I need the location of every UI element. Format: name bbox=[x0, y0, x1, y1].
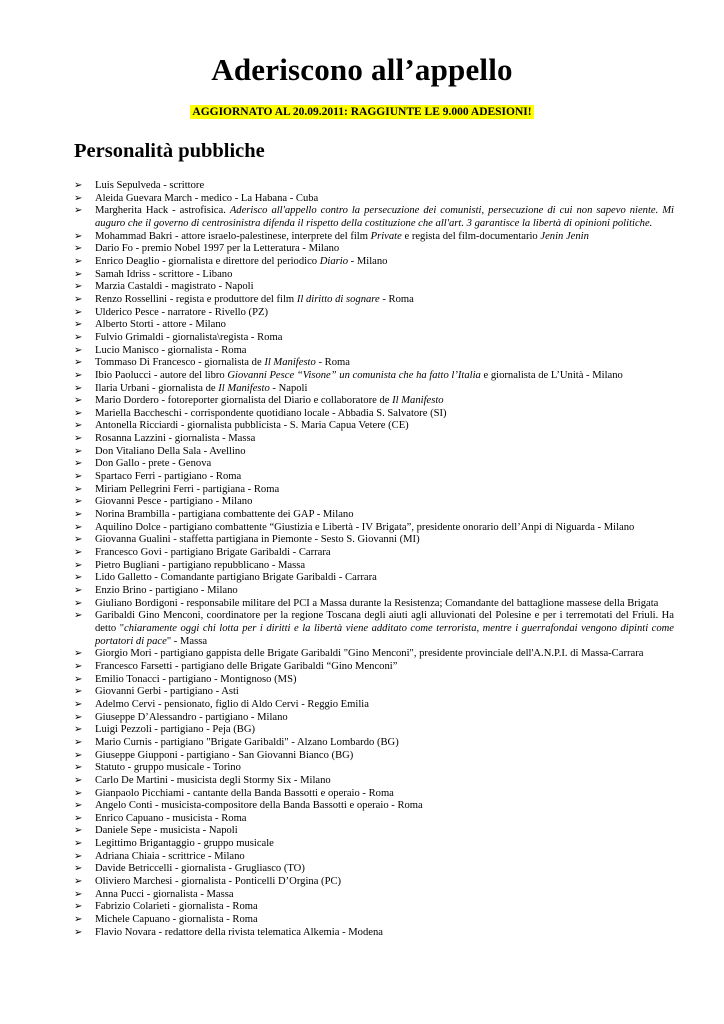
list-item bbox=[74, 294, 674, 307]
list-item bbox=[74, 813, 674, 826]
list-item-text: Mario Curnis - partigiano "Brigate Garibaldi" - Alzano Lombardo (BG) bbox=[95, 736, 399, 748]
arrowhead-bullet-icon: ➢ bbox=[74, 547, 83, 559]
list-item bbox=[74, 243, 674, 256]
arrowhead-bullet-icon: ➢ bbox=[74, 686, 83, 698]
list-item-text: Francesco Farsetti - partigiano delle Brigate Garibaldi “Gino Menconi” bbox=[95, 660, 398, 672]
list-item-text: Mariella Baccheschi - corrispondente quotidiano locale - Abbadia S. Salvatore (SI) bbox=[95, 407, 447, 419]
arrowhead-bullet-icon: ➢ bbox=[74, 205, 83, 217]
section-title: Personalità pubbliche bbox=[74, 140, 265, 162]
arrowhead-bullet-icon: ➢ bbox=[74, 357, 83, 369]
list-item-text: Anna Pucci - giornalista - Massa bbox=[95, 888, 234, 900]
arrowhead-bullet-icon: ➢ bbox=[74, 749, 83, 761]
list-item bbox=[74, 598, 674, 611]
list-item bbox=[74, 610, 674, 648]
arrowhead-bullet-icon: ➢ bbox=[74, 711, 83, 723]
list-item bbox=[74, 927, 674, 940]
list-item-italic-text: chiaramente oggi chi lotta per i diritti e la libertà viene additato come terrorista, mentre i guerrafondai vengono dipinti come portatori di pace bbox=[95, 622, 675, 647]
list-item-text: Giovanni Gerbi - partigiano - Asti bbox=[95, 686, 239, 698]
list-item bbox=[74, 788, 674, 801]
list-item bbox=[74, 674, 674, 687]
arrowhead-bullet-icon: ➢ bbox=[74, 281, 83, 293]
arrowhead-bullet-icon: ➢ bbox=[74, 483, 83, 495]
list-item bbox=[74, 319, 674, 332]
arrowhead-bullet-icon: ➢ bbox=[74, 901, 83, 913]
arrowhead-bullet-icon: ➢ bbox=[74, 698, 83, 710]
list-item-text: Marzia Castaldi - magistrato - Napoli bbox=[95, 281, 254, 293]
list-item-text: Ibio Paolucci - autore del libro bbox=[95, 369, 228, 381]
list-item-text: - Roma bbox=[379, 293, 414, 305]
list-item bbox=[74, 863, 674, 876]
list-item-text: Adriana Chiaia - scrittrice - Milano bbox=[95, 850, 245, 862]
list-item-text: Pietro Bugliani - partigiano repubblicano - Massa bbox=[95, 559, 306, 571]
arrowhead-bullet-icon: ➢ bbox=[74, 597, 83, 609]
list-item bbox=[74, 256, 674, 269]
arrowhead-bullet-icon: ➢ bbox=[74, 293, 83, 305]
list-item bbox=[74, 750, 674, 763]
list-item-text: Spartaco Ferri - partigiano - Roma bbox=[95, 471, 242, 483]
list-item bbox=[74, 825, 674, 838]
arrowhead-bullet-icon: ➢ bbox=[74, 673, 83, 685]
list-item-italic-text: Il Manifesto bbox=[264, 357, 316, 369]
list-item bbox=[74, 332, 674, 345]
list-item bbox=[74, 724, 674, 737]
arrowhead-bullet-icon: ➢ bbox=[74, 509, 83, 521]
list-item bbox=[74, 901, 674, 914]
list-item bbox=[74, 686, 674, 699]
list-item bbox=[74, 522, 674, 535]
arrowhead-bullet-icon: ➢ bbox=[74, 559, 83, 571]
list-item bbox=[74, 838, 674, 851]
list-item-text: Luis Sepulveda - scrittore bbox=[95, 180, 205, 191]
update-notice bbox=[0, 102, 724, 120]
list-item bbox=[74, 560, 674, 573]
list-item bbox=[74, 458, 674, 471]
arrowhead-bullet-icon: ➢ bbox=[74, 407, 83, 419]
list-item-text: Fulvio Grimaldi - giornalista\regista - Roma bbox=[95, 331, 283, 343]
list-item-italic-text: Il diritto di sognare bbox=[296, 293, 380, 305]
list-item-text: e giornalista de L’Unità - Milano bbox=[480, 369, 623, 381]
arrowhead-bullet-icon: ➢ bbox=[74, 369, 83, 381]
arrowhead-bullet-icon: ➢ bbox=[74, 534, 83, 546]
list-item-text: Mario Dordero - fotoreporter giornalista del Diario e collaboratore de bbox=[95, 395, 393, 407]
list-item-text: Carlo De Martini - musicista degli Stormy Six - Milano bbox=[95, 774, 331, 786]
list-item-text: Fabrizio Colarieti - giornalista - Roma bbox=[95, 901, 258, 913]
arrowhead-bullet-icon: ➢ bbox=[74, 648, 83, 660]
list-item-italic-text: Il Manifesto bbox=[392, 395, 444, 407]
list-item-text: Tommaso Di Francesco - giornalista de bbox=[95, 357, 265, 369]
list-item bbox=[74, 585, 674, 598]
list-item-text: Ilaria Urbani - giornalista de bbox=[95, 382, 219, 394]
arrowhead-bullet-icon: ➢ bbox=[74, 610, 83, 622]
arrowhead-bullet-icon: ➢ bbox=[74, 762, 83, 774]
list-item-italic-text: Jenin Jenin bbox=[540, 230, 589, 242]
arrowhead-bullet-icon: ➢ bbox=[74, 255, 83, 267]
list-item bbox=[74, 231, 674, 244]
list-item-text: Giuliano Bordigoni - responsabile militare del PCI a Massa durante la Resistenza; Comandante del battaglione massese della Brigata bbox=[95, 597, 659, 609]
list-item bbox=[74, 408, 674, 421]
list-item-text: e regista del film-documentario bbox=[401, 230, 541, 242]
arrowhead-bullet-icon: ➢ bbox=[74, 926, 83, 938]
list-item-text: Renzo Rossellini - regista e produttore del film bbox=[95, 293, 297, 305]
list-item-text: Davide Betriccelli - giornalista - Grugliasco (TO) bbox=[95, 863, 305, 875]
list-item bbox=[74, 420, 674, 433]
arrowhead-bullet-icon: ➢ bbox=[74, 331, 83, 343]
list-item-text: Enrico Deaglio - giornalista e direttore del periodico bbox=[95, 255, 320, 267]
list-item bbox=[74, 205, 674, 230]
list-item bbox=[74, 357, 674, 370]
arrowhead-bullet-icon: ➢ bbox=[74, 192, 83, 204]
list-item-text: Lido Galletto - Comandante partigiano Brigate Garibaldi - Carrara bbox=[95, 572, 377, 584]
list-item-italic-text: Il Manifesto bbox=[218, 382, 270, 394]
list-item bbox=[74, 737, 674, 750]
list-item-text: Francesco Govi - partigiano Brigate Garibaldi - Carrara bbox=[95, 547, 331, 559]
arrowhead-bullet-icon: ➢ bbox=[74, 787, 83, 799]
list-item bbox=[74, 851, 674, 864]
list-item-italic-text: Giovanni Pesce “Visone” un comunista che ha fatto l’Italia bbox=[227, 369, 481, 381]
list-item-text: Giuseppe Giupponi - partigiano - San Giovanni Bianco (BG) bbox=[95, 749, 354, 761]
arrowhead-bullet-icon: ➢ bbox=[74, 914, 83, 926]
list-item bbox=[74, 281, 674, 294]
list-item bbox=[74, 307, 674, 320]
arrowhead-bullet-icon: ➢ bbox=[74, 572, 83, 584]
list-item-text: Ulderico Pesce - narratore - Rivello (PZ) bbox=[95, 306, 268, 318]
list-item-text: Norina Brambilla - partigiana combattente dei GAP - Milano bbox=[95, 509, 354, 521]
list-item bbox=[74, 383, 674, 396]
list-item-italic-text: Aderisco all'appello contro la persecuzione dei comunisti, persecuzione di cui non sapevo niente. Mi auguro che il governo di centrosinistra difenda il rispetto della costituzione che all'art. 3 garantisce la libertà di opinioni politiche. bbox=[95, 205, 674, 229]
list-item bbox=[74, 775, 674, 788]
list-item-text: Samah Idriss - scrittore - Libano bbox=[95, 268, 233, 280]
list-item bbox=[74, 800, 674, 813]
arrowhead-bullet-icon: ➢ bbox=[74, 660, 83, 672]
list-item-text: Garibaldi Gino Menconi, coordinatore per la regione Toscana degli aiuti agli alluvionati del Polesine e per i terremotati del Friuli. Ha detto " bbox=[95, 610, 674, 634]
list-item-text: Don Vitaliano Della Sala - Avellino bbox=[95, 445, 246, 457]
arrowhead-bullet-icon: ➢ bbox=[74, 230, 83, 242]
list-item-text: Giovanna Gualini - staffetta partigiana in Piemonte - Sesto S. Giovanni (MI) bbox=[95, 534, 420, 546]
list-item bbox=[74, 572, 674, 585]
list-item-text: Aleida Guevara March - medico - La Habana - Cuba bbox=[95, 192, 319, 204]
list-item-text: Giorgio Mori - partigiano gappista delle Brigate Garibaldi "Gino Menconi", presidente provinciale dell'A.N.P.I. di Massa-Carrara bbox=[95, 648, 644, 660]
arrowhead-bullet-icon: ➢ bbox=[74, 521, 83, 533]
list-item bbox=[74, 712, 674, 725]
list-item-italic-text: Diario bbox=[319, 255, 349, 267]
arrowhead-bullet-icon: ➢ bbox=[74, 800, 83, 812]
list-item-text: - Milano bbox=[348, 255, 388, 267]
arrowhead-bullet-icon: ➢ bbox=[74, 496, 83, 508]
arrowhead-bullet-icon: ➢ bbox=[74, 825, 83, 837]
list-item bbox=[74, 433, 674, 446]
list-item bbox=[74, 876, 674, 889]
list-item bbox=[74, 446, 674, 459]
arrowhead-bullet-icon: ➢ bbox=[74, 850, 83, 862]
list-item-text: Mohammad Bakri - attore israelo-palestinese, interprete del film bbox=[95, 230, 371, 242]
list-item-text: Alberto Storti - attore - Milano bbox=[95, 319, 226, 331]
list-item-text: Don Gallo - prete - Genova bbox=[95, 458, 212, 470]
arrowhead-bullet-icon: ➢ bbox=[74, 306, 83, 318]
list-item-text: Enrico Capuano - musicista - Roma bbox=[95, 812, 247, 824]
list-item bbox=[74, 193, 674, 206]
list-item-text: Daniele Sepe - musicista - Napoli bbox=[95, 825, 238, 837]
list-item bbox=[74, 699, 674, 712]
arrowhead-bullet-icon: ➢ bbox=[74, 180, 83, 191]
arrowhead-bullet-icon: ➢ bbox=[74, 812, 83, 824]
list-item bbox=[74, 914, 674, 927]
arrowhead-bullet-icon: ➢ bbox=[74, 382, 83, 394]
list-item bbox=[74, 889, 674, 902]
arrowhead-bullet-icon: ➢ bbox=[74, 585, 83, 596]
arrowhead-bullet-icon: ➢ bbox=[74, 243, 83, 255]
list-item bbox=[74, 648, 674, 661]
list-item-text: Oliviero Marchesi - giornalista - Ponticelli D’Orgina (PC) bbox=[95, 876, 342, 888]
list-item bbox=[74, 395, 674, 408]
arrowhead-bullet-icon: ➢ bbox=[74, 888, 83, 900]
list-item bbox=[74, 345, 674, 358]
list-item bbox=[74, 661, 674, 674]
list-item-text: Legittimo Brigantaggio - gruppo musicale bbox=[95, 838, 274, 850]
list-item-text: Margherita Hack - astrofisica. bbox=[95, 205, 230, 217]
list-item-text: Dario Fo - premio Nobel 1997 per la Letteratura - Milano bbox=[95, 243, 340, 255]
arrowhead-bullet-icon: ➢ bbox=[74, 445, 83, 457]
arrowhead-bullet-icon: ➢ bbox=[74, 724, 83, 736]
arrowhead-bullet-icon: ➢ bbox=[74, 433, 83, 445]
list-item bbox=[74, 471, 674, 484]
list-item-text: Lucio Manisco - giornalista - Roma bbox=[95, 344, 247, 356]
arrowhead-bullet-icon: ➢ bbox=[74, 420, 83, 432]
list-item-text: Giovanni Pesce - partigiano - Milano bbox=[95, 496, 253, 508]
list-item-text: Rosanna Lazzini - giornalista - Massa bbox=[95, 433, 256, 445]
page-title: Aderiscono all’appello bbox=[211, 52, 513, 87]
update-notice-text: AGGIORNATO AL 20.09.2011: RAGGIUNTE LE 9.000 ADESIONI! bbox=[192, 106, 532, 118]
list-item bbox=[74, 509, 674, 522]
list-item-text: Adelmo Cervi - pensionato, figlio di Aldo Cervi - Reggio Emilia bbox=[95, 698, 369, 710]
list-item-text: Angelo Conti - musicista-compositore della Banda Bassotti e operaio - Roma bbox=[95, 800, 423, 812]
arrowhead-bullet-icon: ➢ bbox=[74, 471, 83, 483]
list-item-text: Enzio Brino - partigiano - Milano bbox=[95, 585, 238, 596]
arrowhead-bullet-icon: ➢ bbox=[74, 268, 83, 280]
arrowhead-bullet-icon: ➢ bbox=[74, 395, 83, 407]
arrowhead-bullet-icon: ➢ bbox=[74, 838, 83, 850]
list-item bbox=[74, 180, 674, 193]
list-item-text: - Napoli bbox=[269, 382, 308, 394]
arrowhead-bullet-icon: ➢ bbox=[74, 774, 83, 786]
list-item bbox=[74, 269, 674, 282]
list-item-text: Gianpaolo Picchiami - cantante della Banda Bassotti e operaio - Roma bbox=[95, 787, 394, 799]
list-item-italic-text: Private bbox=[370, 230, 402, 242]
list-item bbox=[74, 547, 674, 560]
list-item-text: " - Massa bbox=[166, 635, 208, 647]
list-item bbox=[74, 762, 674, 775]
arrowhead-bullet-icon: ➢ bbox=[74, 458, 83, 470]
list-item-text: Emilio Tonacci - partigiano - Montignoso (MS) bbox=[95, 673, 297, 685]
list-item bbox=[74, 484, 674, 497]
list-item-text: - Roma bbox=[315, 357, 350, 369]
list-item bbox=[74, 534, 674, 547]
arrowhead-bullet-icon: ➢ bbox=[74, 876, 83, 888]
list-item-text: Miriam Pellegrini Ferri - partigiana - Roma bbox=[95, 483, 280, 495]
list-item-text: Giuseppe D’Alessandro - partigiano - Milano bbox=[95, 711, 288, 723]
arrowhead-bullet-icon: ➢ bbox=[74, 344, 83, 356]
list-item bbox=[74, 370, 674, 383]
arrowhead-bullet-icon: ➢ bbox=[74, 736, 83, 748]
arrowhead-bullet-icon: ➢ bbox=[74, 319, 83, 331]
list-item-text: Statuto - gruppo musicale - Torino bbox=[95, 762, 241, 774]
list-item-text: Antonella Ricciardi - giornalista pubblicista - S. Maria Capua Vetere (CE) bbox=[95, 420, 409, 432]
list-item bbox=[74, 496, 674, 509]
arrowhead-bullet-icon: ➢ bbox=[74, 863, 83, 875]
list-item-text: Flavio Novara - redattore della rivista telematica Alkemia - Modena bbox=[95, 926, 383, 938]
list-item-text: Michele Capuano - giornalista - Roma bbox=[95, 914, 258, 926]
list-item-text: Aquilino Dolce - partigiano combattente “Giustizia e Libertà - IV Brigata”, presidente onorario dell’Anpi di Niguarda - Milano bbox=[95, 521, 635, 533]
adherents-list bbox=[74, 180, 674, 939]
list-item-text: Luigi Pezzoli - partigiano - Peja (BG) bbox=[95, 724, 256, 736]
